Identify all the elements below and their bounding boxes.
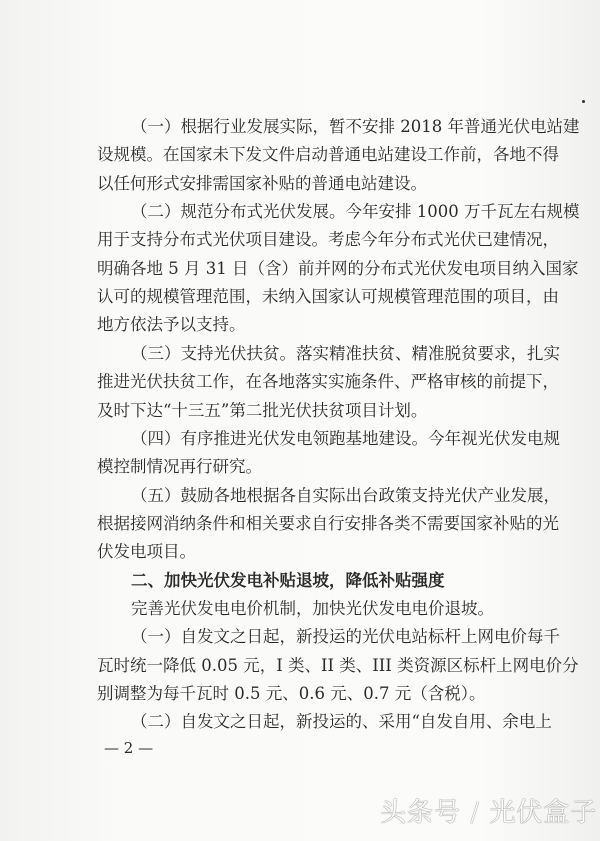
- text-line: 及时下达“十三五”第二批光伏扶贫项目计划。: [97, 400, 428, 420]
- text-line: （四）有序推进光伏发电领跑基地建设。今年视光伏发电规: [131, 428, 560, 448]
- text-line: 根据接网消纳条件和相关要求自行安排各类不需要国家补贴的光: [97, 513, 559, 533]
- watermark: 头条号 / 光伏盒子: [380, 798, 598, 828]
- text-line: （一）根据行业发展实际，暂不安排 2018 年普通光伏电站建: [131, 117, 580, 136]
- text-line: 地方依法予以支持。: [97, 315, 246, 335]
- scan-speck: [582, 100, 585, 103]
- text-line: 瓦时统一降低 0.05 元，I 类、II 类、III 类资源区标杆上网电价分: [97, 655, 579, 675]
- text-line: （五）鼓励各地根据各自实际出台政策支持光伏产业发展，: [131, 485, 560, 505]
- text-line: 用于支持分布式光伏项目建设。考虑今年分布式光伏已建情况，: [97, 230, 559, 250]
- text-line: （二）自发文之日起，新投运的、采用“自发自用、余电上: [131, 712, 552, 732]
- section-heading: 二、加快光伏发电补贴退坡，降低补贴强度: [131, 570, 445, 590]
- text-line: 明确各地 5 月 31 日（含）前并网的分布式光伏发电项目纳入国家: [97, 258, 579, 278]
- text-line: 认可的规模管理范围，未纳入国家认可规模管理范围的项目，由: [97, 287, 559, 307]
- text-line: 伏发电项目。: [97, 542, 196, 562]
- text-line: 设规模。在国家未下发文件启动普通电站建设工作前，各地不得: [97, 145, 559, 165]
- text-line: 完善光伏发电电价机制，加快光伏发电电价退坡。: [131, 598, 494, 618]
- page-number: — 2 —: [104, 739, 154, 757]
- text-line: 别调整为每千瓦时 0.5 元、0.6 元、0.7 元（含税）。: [97, 684, 486, 703]
- text-line: 模控制情况再行研究。: [97, 457, 262, 477]
- text-line: 推进光伏扶贫工作，在各地落实实施条件、严格审核的前提下，: [97, 372, 559, 392]
- text-line: 以任何形式安排需国家补贴的普通电站建设。: [97, 173, 427, 193]
- text-line: （三）支持光伏扶贫。落实精准扶贫、精准脱贫要求，扎实: [131, 343, 560, 363]
- text-line: （二）规范分布式光伏发展。今年安排 1000 万千瓦左右规模: [131, 202, 580, 222]
- text-line: （一）自发文之日起，新投运的光伏电站标杆上网电价每千: [131, 627, 560, 647]
